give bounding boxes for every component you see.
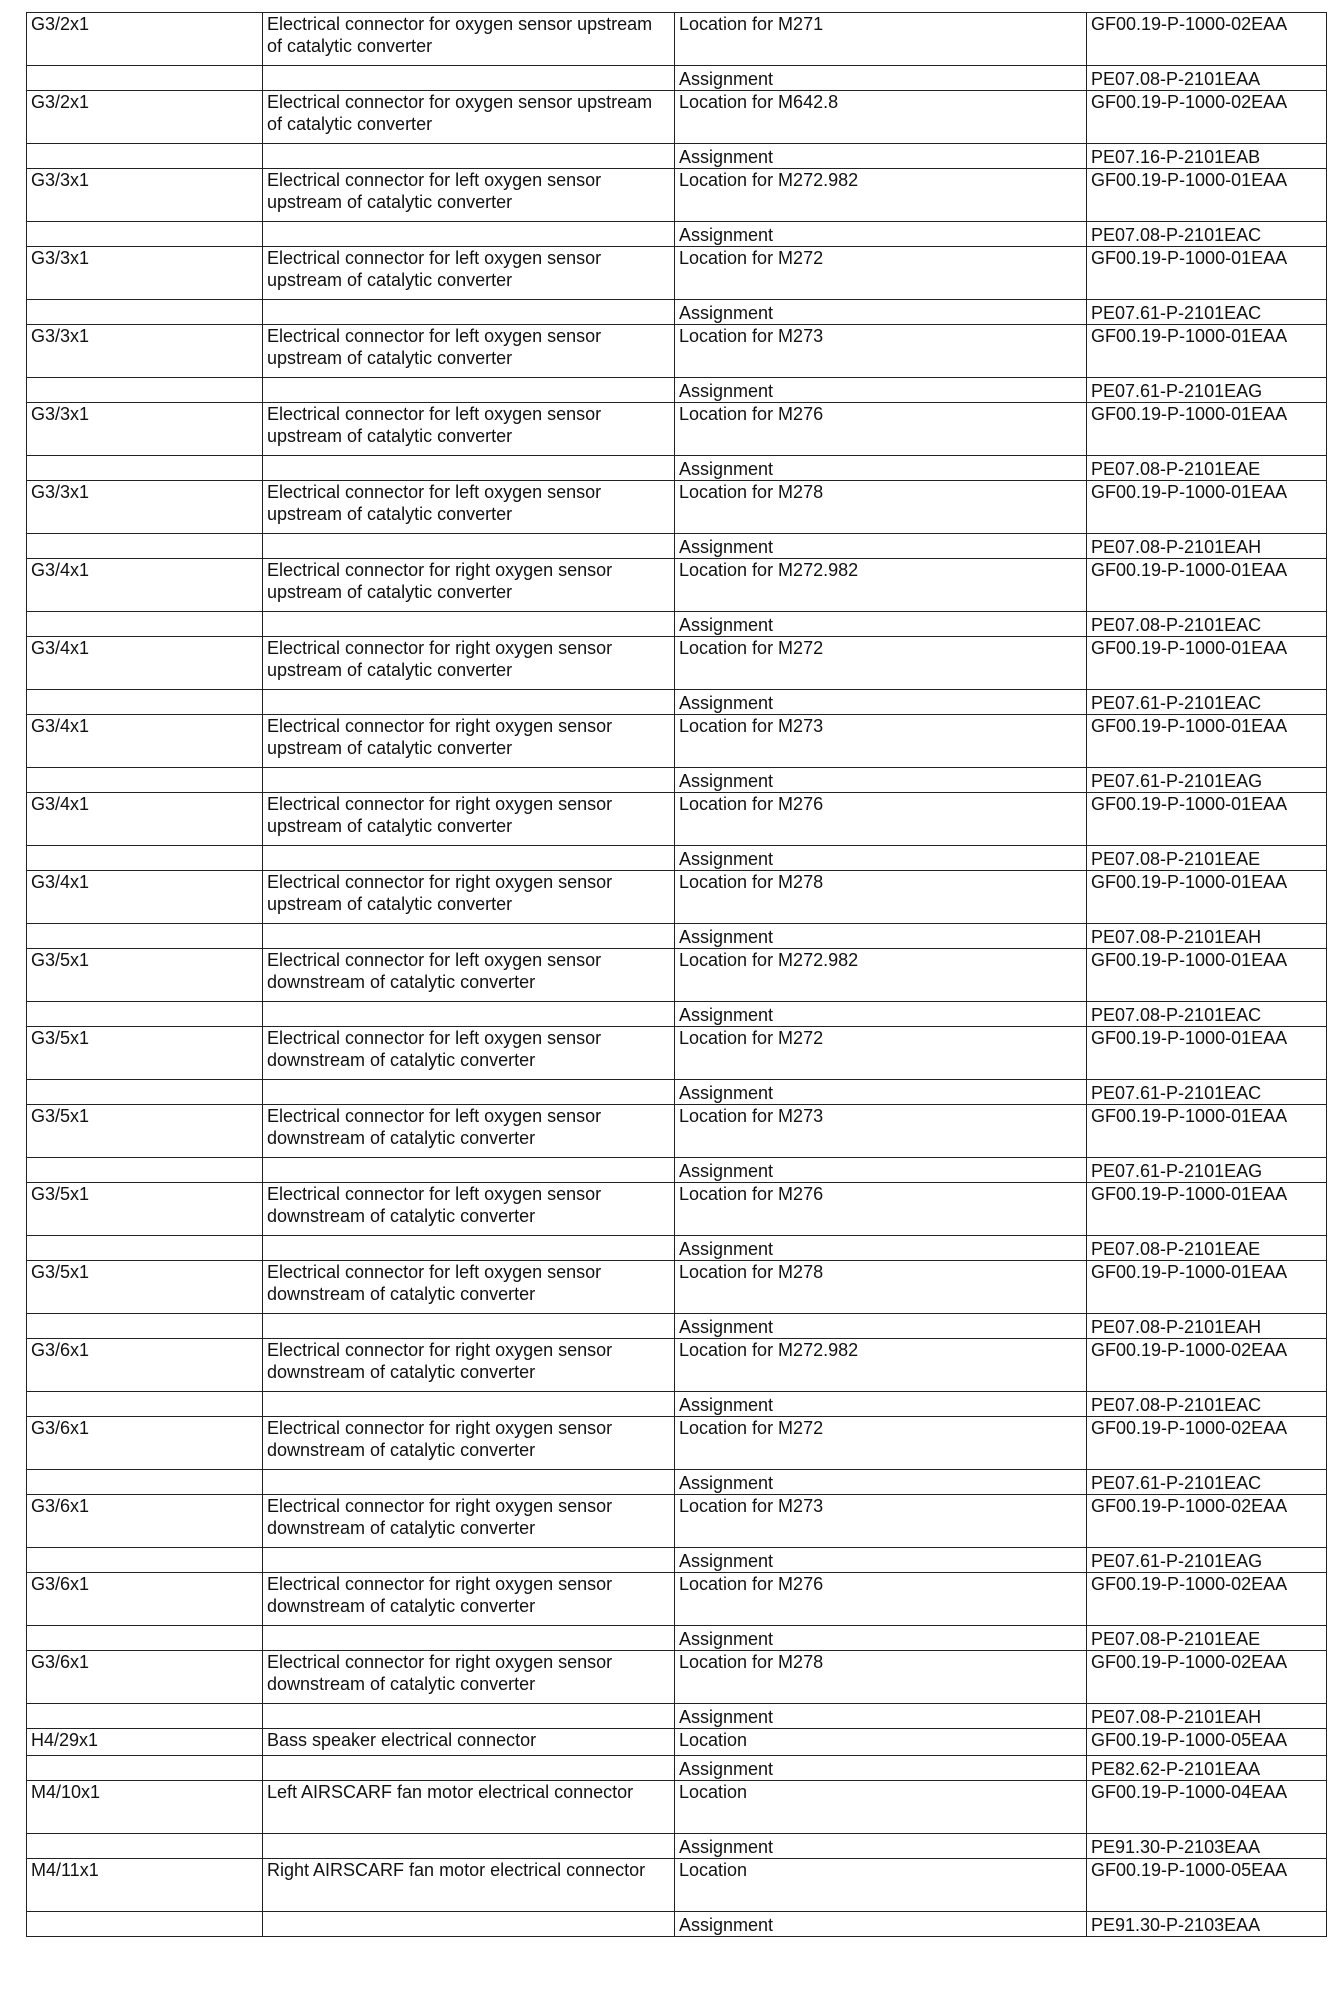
table-row (27, 715, 1327, 768)
location-label: Location for M273 (675, 1495, 1087, 1548)
table-row (27, 1781, 1327, 1834)
connector-description: Electrical connector for oxygen sensor upstream of catalytic converter (263, 13, 675, 66)
connector-description: Electrical connector for left oxygen sensor downstream of catalytic converter (263, 1183, 675, 1236)
location-reference: GF00.19-P-1000-01EAA (1087, 169, 1327, 222)
empty-cell (263, 1392, 675, 1417)
location-label: Location for M276 (675, 793, 1087, 846)
connector-code: G3/2x1 (27, 91, 263, 144)
table-row (27, 1573, 1327, 1626)
table-row (27, 1105, 1327, 1158)
assignment-reference: PE07.08-P-2101EAE (1087, 1236, 1327, 1261)
empty-cell (27, 222, 263, 247)
location-reference: GF00.19-P-1000-02EAA (1087, 1573, 1327, 1626)
table-row (27, 1912, 1327, 1937)
table-row (27, 1626, 1327, 1651)
connector-description: Left AIRSCARF fan motor electrical connector (263, 1781, 675, 1834)
location-reference: GF00.19-P-1000-01EAA (1087, 403, 1327, 456)
connector-code: G3/3x1 (27, 247, 263, 300)
connector-description: Bass speaker electrical connector (263, 1729, 675, 1756)
table-row (27, 1417, 1327, 1470)
assignment-label: Assignment (675, 1626, 1087, 1651)
location-reference: GF00.19-P-1000-02EAA (1087, 1651, 1327, 1704)
assignment-label: Assignment (675, 612, 1087, 637)
connector-description: Electrical connector for left oxygen sensor downstream of catalytic converter (263, 1261, 675, 1314)
assignment-label: Assignment (675, 1756, 1087, 1781)
assignment-reference: PE91.30-P-2103EAA (1087, 1912, 1327, 1937)
assignment-reference: PE07.08-P-2101EAE (1087, 1626, 1327, 1651)
table-row (27, 1651, 1327, 1704)
location-label: Location for M272.982 (675, 169, 1087, 222)
assignment-label: Assignment (675, 534, 1087, 559)
table-row (27, 456, 1327, 481)
connector-code: G3/4x1 (27, 637, 263, 690)
connector-code: G3/6x1 (27, 1651, 263, 1704)
empty-cell (263, 1314, 675, 1339)
assignment-reference: PE07.08-P-2101EAE (1087, 456, 1327, 481)
table-row (27, 949, 1327, 1002)
empty-cell (27, 378, 263, 403)
assignment-reference: PE07.08-P-2101EAH (1087, 1704, 1327, 1729)
empty-cell (263, 924, 675, 949)
connector-description: Right AIRSCARF fan motor electrical connector (263, 1859, 675, 1912)
empty-cell (263, 1002, 675, 1027)
assignment-label: Assignment (675, 1236, 1087, 1261)
connector-description: Electrical connector for left oxygen sensor upstream of catalytic converter (263, 481, 675, 534)
table-row (27, 300, 1327, 325)
location-reference: GF00.19-P-1000-01EAA (1087, 1183, 1327, 1236)
assignment-label: Assignment (675, 1158, 1087, 1183)
empty-cell (27, 1548, 263, 1573)
location-reference: GF00.19-P-1000-01EAA (1087, 715, 1327, 768)
location-reference: GF00.19-P-1000-02EAA (1087, 91, 1327, 144)
location-reference: GF00.19-P-1000-01EAA (1087, 247, 1327, 300)
empty-cell (27, 1704, 263, 1729)
connector-description: Electrical connector for right oxygen sensor upstream of catalytic converter (263, 793, 675, 846)
connector-description: Electrical connector for left oxygen sensor downstream of catalytic converter (263, 1027, 675, 1080)
connector-code: G3/6x1 (27, 1417, 263, 1470)
assignment-reference: PE07.61-P-2101EAG (1087, 1548, 1327, 1573)
connector-code: M4/11x1 (27, 1859, 263, 1912)
connector-description: Electrical connector for right oxygen sensor upstream of catalytic converter (263, 871, 675, 924)
assignment-reference: PE07.61-P-2101EAG (1087, 1158, 1327, 1183)
connector-code: G3/4x1 (27, 793, 263, 846)
assignment-reference: PE82.62-P-2101EAA (1087, 1756, 1327, 1781)
location-label: Location for M273 (675, 1105, 1087, 1158)
connector-description: Electrical connector for right oxygen sensor downstream of catalytic converter (263, 1417, 675, 1470)
connector-description: Electrical connector for left oxygen sensor upstream of catalytic converter (263, 169, 675, 222)
assignment-reference: PE07.61-P-2101EAC (1087, 1470, 1327, 1495)
empty-cell (263, 300, 675, 325)
location-label: Location for M278 (675, 481, 1087, 534)
assignment-label: Assignment (675, 690, 1087, 715)
location-reference: GF00.19-P-1000-01EAA (1087, 1261, 1327, 1314)
empty-cell (263, 1548, 675, 1573)
location-label: Location for M272 (675, 1027, 1087, 1080)
location-reference: GF00.19-P-1000-01EAA (1087, 793, 1327, 846)
location-label: Location for M278 (675, 1261, 1087, 1314)
location-reference: GF00.19-P-1000-05EAA (1087, 1859, 1327, 1912)
assignment-label: Assignment (675, 846, 1087, 871)
assignment-reference: PE07.61-P-2101EAC (1087, 1080, 1327, 1105)
connector-code: G3/6x1 (27, 1573, 263, 1626)
connector-code: G3/3x1 (27, 481, 263, 534)
location-reference: GF00.19-P-1000-01EAA (1087, 871, 1327, 924)
empty-cell (263, 1756, 675, 1781)
empty-cell (27, 1392, 263, 1417)
assignment-reference: PE07.08-P-2101EAC (1087, 1002, 1327, 1027)
table-row (27, 1158, 1327, 1183)
table-row (27, 768, 1327, 793)
connector-code: G3/5x1 (27, 1261, 263, 1314)
empty-cell (263, 768, 675, 793)
empty-cell (27, 1002, 263, 1027)
assignment-label: Assignment (675, 1314, 1087, 1339)
empty-cell (27, 534, 263, 559)
empty-cell (27, 1756, 263, 1781)
location-reference: GF00.19-P-1000-04EAA (1087, 1781, 1327, 1834)
location-reference: GF00.19-P-1000-05EAA (1087, 1729, 1327, 1756)
empty-cell (27, 690, 263, 715)
assignment-label: Assignment (675, 456, 1087, 481)
assignment-label: Assignment (675, 144, 1087, 169)
location-label: Location for M276 (675, 1183, 1087, 1236)
assignment-reference: PE07.08-P-2101EAA (1087, 66, 1327, 91)
empty-cell (263, 1704, 675, 1729)
connector-code: H4/29x1 (27, 1729, 263, 1756)
assignment-label: Assignment (675, 1548, 1087, 1573)
empty-cell (263, 456, 675, 481)
empty-cell (263, 1834, 675, 1859)
empty-cell (263, 612, 675, 637)
location-label: Location (675, 1781, 1087, 1834)
table-row (27, 403, 1327, 456)
assignment-reference: PE07.61-P-2101EAC (1087, 300, 1327, 325)
table-body (27, 13, 1327, 1937)
empty-cell (27, 300, 263, 325)
table-row (27, 1834, 1327, 1859)
location-label: Location for M276 (675, 1573, 1087, 1626)
connector-code: G3/3x1 (27, 325, 263, 378)
location-label: Location for M272.982 (675, 559, 1087, 612)
table-row (27, 1859, 1327, 1912)
empty-cell (27, 66, 263, 91)
connector-description: Electrical connector for oxygen sensor upstream of catalytic converter (263, 91, 675, 144)
table-row (27, 637, 1327, 690)
location-reference: GF00.19-P-1000-01EAA (1087, 949, 1327, 1002)
location-reference: GF00.19-P-1000-01EAA (1087, 325, 1327, 378)
empty-cell (27, 1470, 263, 1495)
table-row (27, 247, 1327, 300)
empty-cell (27, 1158, 263, 1183)
empty-cell (263, 690, 675, 715)
table-row (27, 534, 1327, 559)
location-reference: GF00.19-P-1000-01EAA (1087, 1027, 1327, 1080)
empty-cell (27, 1912, 263, 1937)
location-label: Location (675, 1859, 1087, 1912)
connector-code: G3/6x1 (27, 1339, 263, 1392)
empty-cell (263, 1626, 675, 1651)
table-row (27, 793, 1327, 846)
empty-cell (263, 222, 675, 247)
location-label: Location for M278 (675, 871, 1087, 924)
location-reference: GF00.19-P-1000-01EAA (1087, 481, 1327, 534)
table-row (27, 13, 1327, 66)
connector-description: Electrical connector for left oxygen sensor upstream of catalytic converter (263, 403, 675, 456)
connector-code: G3/5x1 (27, 1183, 263, 1236)
connector-code: G3/5x1 (27, 949, 263, 1002)
assignment-label: Assignment (675, 222, 1087, 247)
table-row (27, 66, 1327, 91)
connector-code: G3/5x1 (27, 1027, 263, 1080)
assignment-label: Assignment (675, 1912, 1087, 1937)
assignment-reference: PE07.08-P-2101EAH (1087, 1314, 1327, 1339)
connector-description: Electrical connector for right oxygen sensor upstream of catalytic converter (263, 559, 675, 612)
empty-cell (27, 1314, 263, 1339)
location-label: Location for M272.982 (675, 1339, 1087, 1392)
table-row (27, 612, 1327, 637)
assignment-label: Assignment (675, 1002, 1087, 1027)
assignment-reference: PE07.61-P-2101EAG (1087, 378, 1327, 403)
assignment-reference: PE07.08-P-2101EAC (1087, 1392, 1327, 1417)
assignment-reference: PE07.08-P-2101EAC (1087, 222, 1327, 247)
table-row (27, 1339, 1327, 1392)
connector-code: M4/10x1 (27, 1781, 263, 1834)
assignment-label: Assignment (675, 378, 1087, 403)
table-row (27, 1729, 1327, 1756)
location-reference: GF00.19-P-1000-01EAA (1087, 1105, 1327, 1158)
connector-description: Electrical connector for right oxygen sensor downstream of catalytic converter (263, 1339, 675, 1392)
assignment-label: Assignment (675, 1834, 1087, 1859)
assignment-label: Assignment (675, 1704, 1087, 1729)
empty-cell (263, 534, 675, 559)
connector-code: G3/5x1 (27, 1105, 263, 1158)
table-row (27, 1080, 1327, 1105)
assignment-label: Assignment (675, 768, 1087, 793)
table-row (27, 924, 1327, 949)
table-row (27, 1261, 1327, 1314)
connector-description: Electrical connector for left oxygen sensor downstream of catalytic converter (263, 1105, 675, 1158)
location-label: Location for M642.8 (675, 91, 1087, 144)
assignment-label: Assignment (675, 1470, 1087, 1495)
table-row (27, 91, 1327, 144)
empty-cell (27, 1626, 263, 1651)
empty-cell (263, 1158, 675, 1183)
connector-description: Electrical connector for left oxygen sensor upstream of catalytic converter (263, 247, 675, 300)
location-label: Location for M271 (675, 13, 1087, 66)
empty-cell (27, 924, 263, 949)
location-label: Location for M276 (675, 403, 1087, 456)
location-label: Location for M272.982 (675, 949, 1087, 1002)
connector-code: G3/4x1 (27, 871, 263, 924)
location-reference: GF00.19-P-1000-02EAA (1087, 1339, 1327, 1392)
empty-cell (263, 378, 675, 403)
location-reference: GF00.19-P-1000-02EAA (1087, 1495, 1327, 1548)
location-reference: GF00.19-P-1000-01EAA (1087, 637, 1327, 690)
location-label: Location (675, 1729, 1087, 1756)
connector-table (26, 12, 1327, 1937)
location-label: Location for M273 (675, 715, 1087, 768)
table-row (27, 1495, 1327, 1548)
table-row (27, 222, 1327, 247)
table-row (27, 846, 1327, 871)
table-row (27, 1756, 1327, 1781)
assignment-label: Assignment (675, 300, 1087, 325)
assignment-reference: PE07.08-P-2101EAC (1087, 612, 1327, 637)
location-reference: GF00.19-P-1000-02EAA (1087, 1417, 1327, 1470)
table-row (27, 378, 1327, 403)
location-reference: GF00.19-P-1000-01EAA (1087, 559, 1327, 612)
table-row (27, 559, 1327, 612)
assignment-reference: PE07.16-P-2101EAB (1087, 144, 1327, 169)
assignment-reference: PE07.08-P-2101EAE (1087, 846, 1327, 871)
empty-cell (27, 456, 263, 481)
empty-cell (263, 1080, 675, 1105)
connector-code: G3/6x1 (27, 1495, 263, 1548)
assignment-label: Assignment (675, 1392, 1087, 1417)
table-row (27, 690, 1327, 715)
connector-description: Electrical connector for right oxygen sensor upstream of catalytic converter (263, 637, 675, 690)
table-row (27, 1392, 1327, 1417)
table-row (27, 1470, 1327, 1495)
assignment-reference: PE07.08-P-2101EAH (1087, 924, 1327, 949)
empty-cell (27, 1834, 263, 1859)
connector-description: Electrical connector for right oxygen sensor downstream of catalytic converter (263, 1495, 675, 1548)
table-row (27, 1002, 1327, 1027)
empty-cell (263, 144, 675, 169)
connector-code: G3/4x1 (27, 559, 263, 612)
empty-cell (27, 1080, 263, 1105)
empty-cell (263, 1912, 675, 1937)
empty-cell (263, 1470, 675, 1495)
location-label: Location for M272 (675, 1417, 1087, 1470)
empty-cell (27, 612, 263, 637)
assignment-label: Assignment (675, 66, 1087, 91)
table-row (27, 871, 1327, 924)
table-row (27, 1548, 1327, 1573)
assignment-label: Assignment (675, 924, 1087, 949)
assignment-reference: PE07.61-P-2101EAC (1087, 690, 1327, 715)
table-row (27, 325, 1327, 378)
table-row (27, 1027, 1327, 1080)
table-row (27, 144, 1327, 169)
empty-cell (263, 1236, 675, 1261)
location-label: Location for M272 (675, 637, 1087, 690)
empty-cell (27, 1236, 263, 1261)
location-label: Location for M273 (675, 325, 1087, 378)
empty-cell (263, 846, 675, 871)
empty-cell (27, 846, 263, 871)
table-row (27, 1236, 1327, 1261)
table-row (27, 1314, 1327, 1339)
connector-description: Electrical connector for right oxygen sensor downstream of catalytic converter (263, 1573, 675, 1626)
empty-cell (263, 66, 675, 91)
connector-description: Electrical connector for right oxygen sensor downstream of catalytic converter (263, 1651, 675, 1704)
empty-cell (27, 144, 263, 169)
assignment-reference: PE07.61-P-2101EAG (1087, 768, 1327, 793)
location-label: Location for M272 (675, 247, 1087, 300)
connector-code: G3/2x1 (27, 13, 263, 66)
assignment-reference: PE07.08-P-2101EAH (1087, 534, 1327, 559)
connector-code: G3/3x1 (27, 169, 263, 222)
connector-description: Electrical connector for right oxygen sensor upstream of catalytic converter (263, 715, 675, 768)
connector-description: Electrical connector for left oxygen sensor upstream of catalytic converter (263, 325, 675, 378)
connector-code: G3/3x1 (27, 403, 263, 456)
connector-description: Electrical connector for left oxygen sensor downstream of catalytic converter (263, 949, 675, 1002)
table-row (27, 1704, 1327, 1729)
connector-code: G3/4x1 (27, 715, 263, 768)
location-label: Location for M278 (675, 1651, 1087, 1704)
assignment-label: Assignment (675, 1080, 1087, 1105)
table-row (27, 169, 1327, 222)
location-reference: GF00.19-P-1000-02EAA (1087, 13, 1327, 66)
empty-cell (27, 768, 263, 793)
table-row (27, 1183, 1327, 1236)
table-row (27, 481, 1327, 534)
assignment-reference: PE91.30-P-2103EAA (1087, 1834, 1327, 1859)
